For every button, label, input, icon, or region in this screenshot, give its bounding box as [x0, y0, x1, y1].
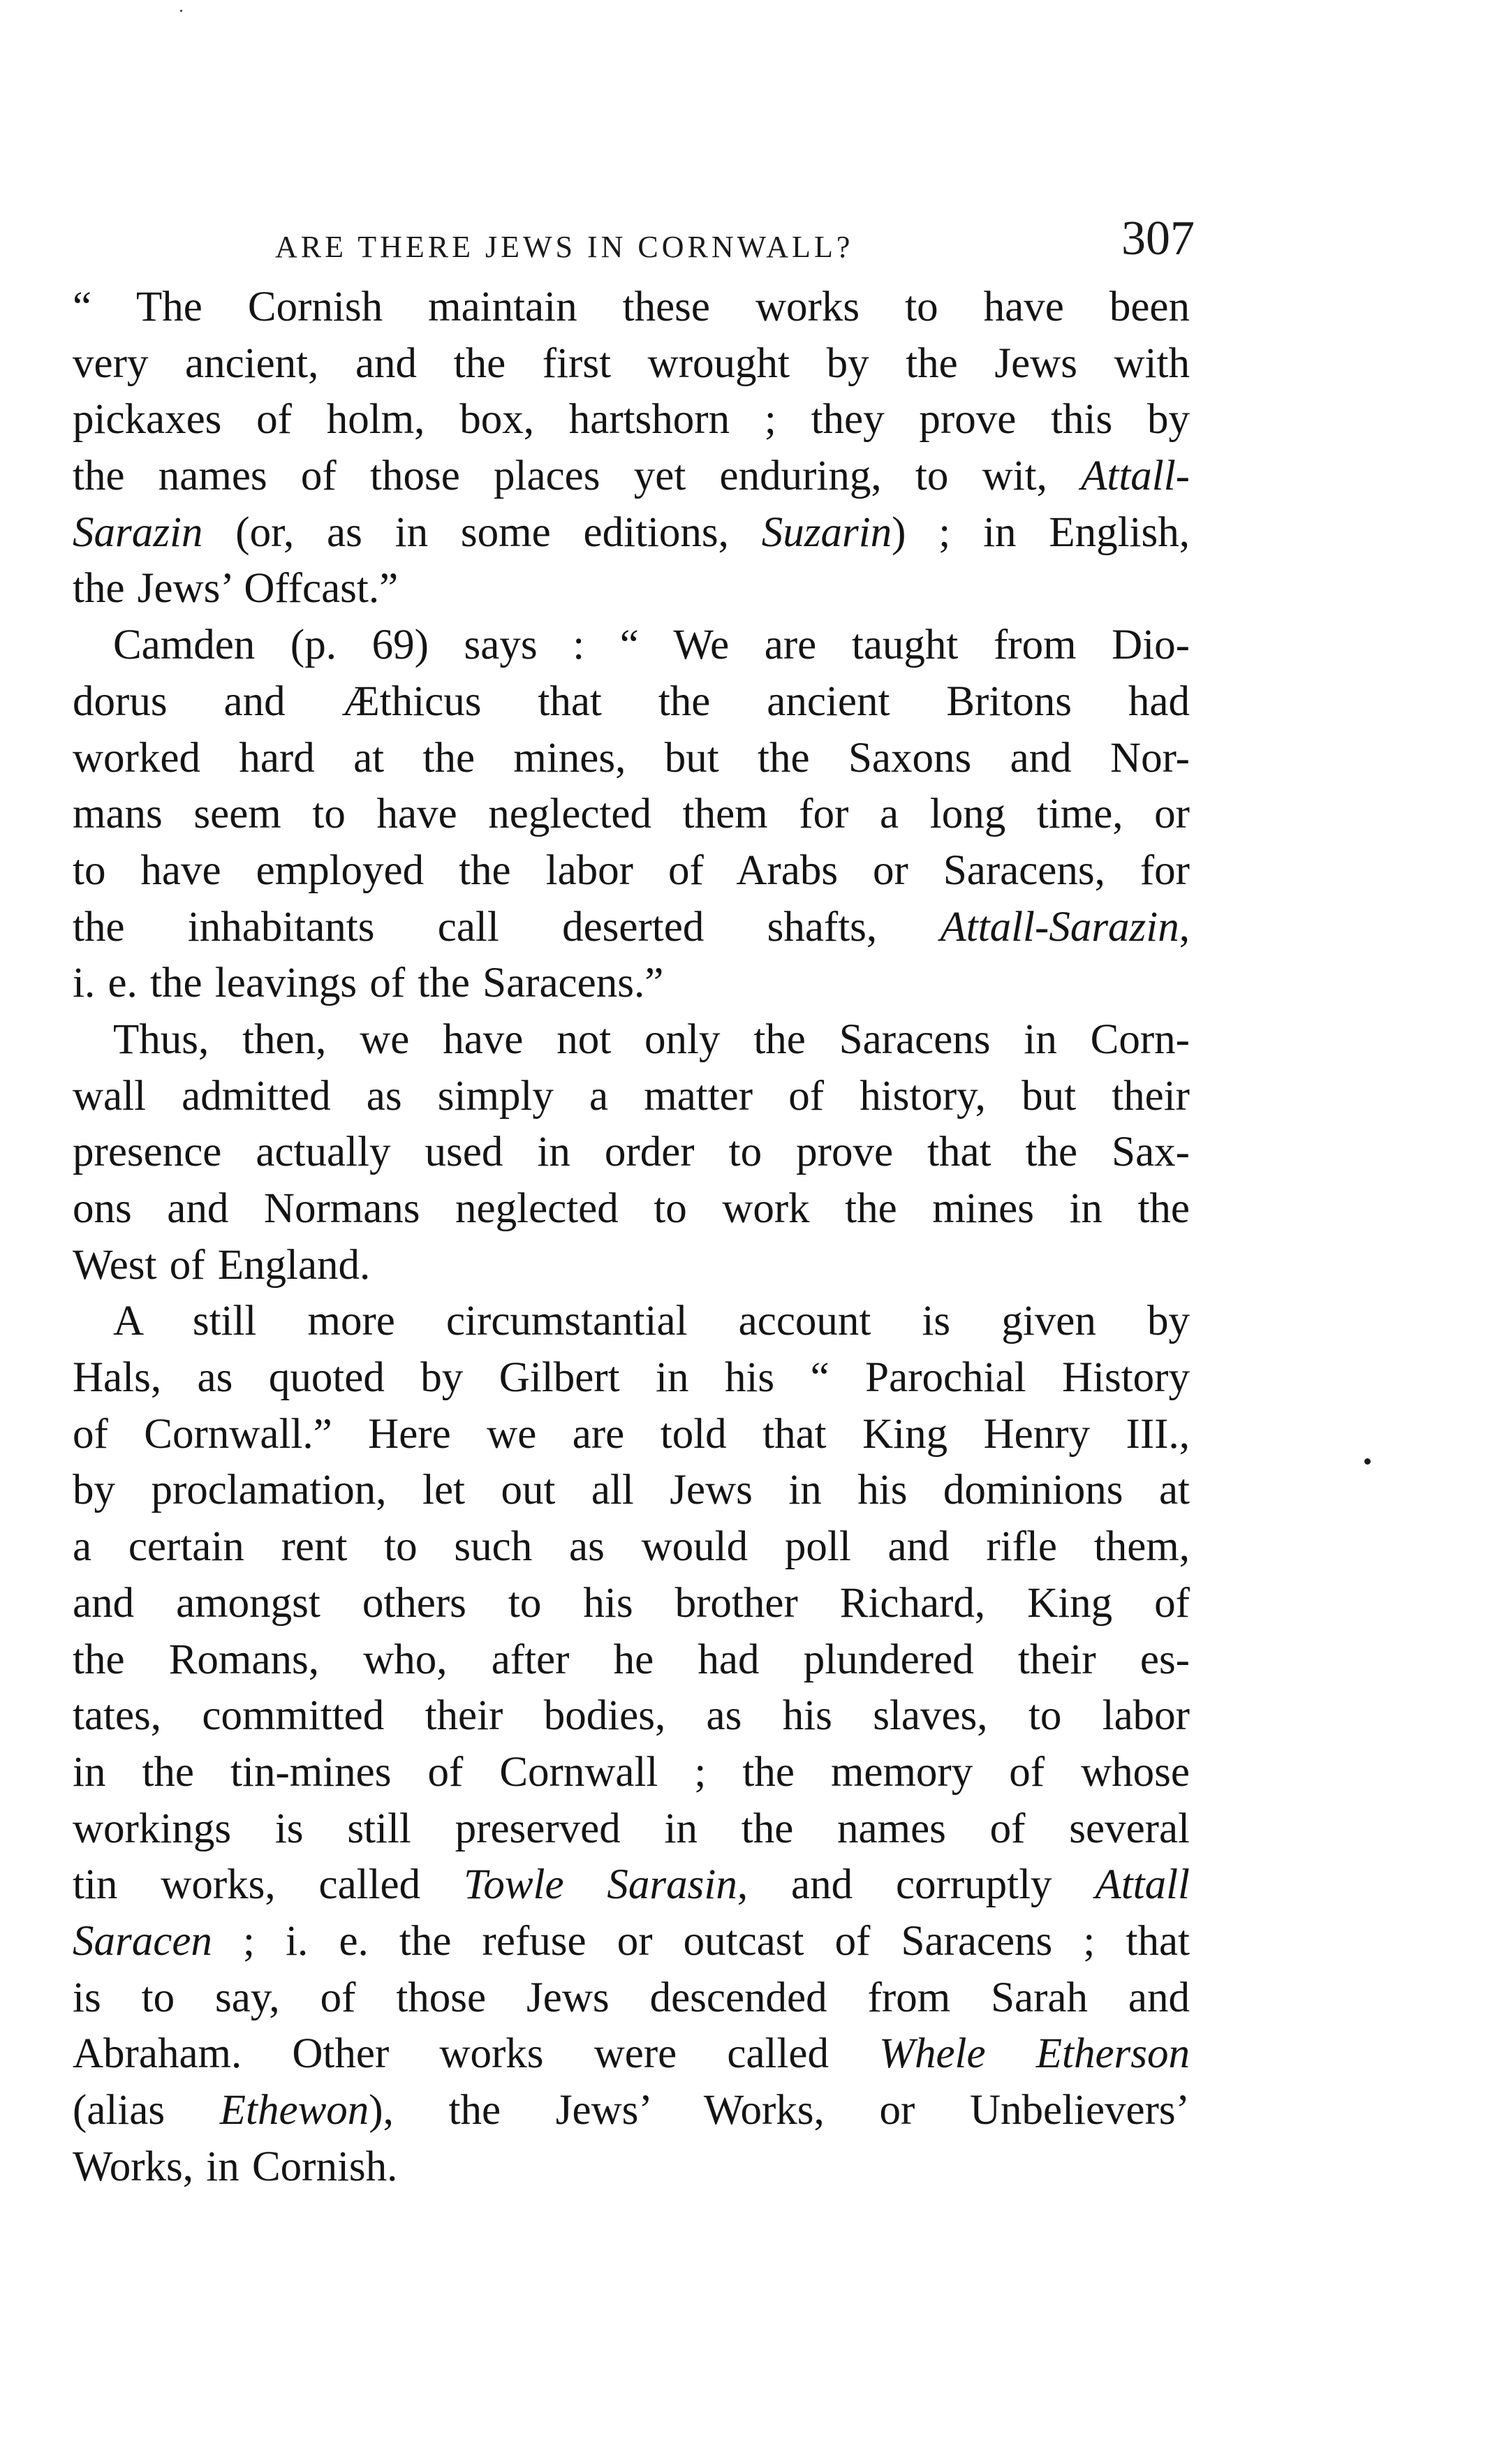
text-line	[73, 1688, 1190, 1745]
text-run: to have employed the labor of Arabs or Saracens, for	[73, 846, 1190, 894]
text-line	[73, 1801, 1190, 1858]
text-run: ), the Jews’ Works, or Unbelievers’	[369, 2087, 1190, 2134]
text-run: Hals, as quoted by Gilbert in his “ Parochial History	[73, 1354, 1190, 1402]
book-page	[73, 203, 1195, 2195]
text-line	[73, 786, 1190, 843]
text-line	[73, 674, 1190, 731]
text-run: ,	[1179, 903, 1190, 951]
text-run: wall admitted as simply a matter of history, but their	[73, 1072, 1190, 1120]
italic-text: Whele Etherson	[879, 2030, 1190, 2078]
italic-text: Sarazin	[73, 508, 203, 556]
text-run: the Romans, who, after he had plundered their es-	[73, 1636, 1190, 1683]
text-line	[73, 1238, 1190, 1294]
running-title: ARE THERE JEWS IN CORNWALL?	[275, 230, 854, 264]
scan-speck	[180, 10, 182, 12]
running-head	[73, 203, 1195, 279]
text-run: dorus and Æthicus that the ancient Britons had	[73, 677, 1190, 725]
italic-text: Attall-Sarazin	[940, 903, 1179, 951]
italic-text: Attall	[1095, 1861, 1190, 1909]
text-line	[73, 1181, 1190, 1238]
text-line	[73, 561, 1190, 617]
italic-text: Towle Sarasin	[464, 1861, 737, 1909]
text-line	[73, 900, 1190, 956]
text-run: mans seem to have neglected them for a long time, or	[73, 791, 1190, 838]
text-run: workings is still preserved in the names of several	[73, 1805, 1190, 1852]
text-line	[73, 336, 1190, 393]
text-run: the names of those places yet enduring, to wit,	[73, 453, 1082, 500]
text-line	[73, 1462, 1190, 1519]
text-line	[73, 505, 1190, 562]
text-line	[73, 2083, 1190, 2139]
text-line	[73, 1914, 1190, 1970]
text-line	[73, 1012, 1190, 1069]
text-run: i. e. the leavings of the Saracens.”	[73, 960, 664, 1007]
text-run: by proclamation, let out all Jews in his dominions at	[73, 1467, 1190, 1514]
text-line	[73, 2139, 1190, 2196]
text-line	[73, 392, 1190, 448]
text-run: in the tin-mines of Cornwall ; the memory of whose	[73, 1748, 1190, 1796]
text-line	[73, 1745, 1190, 1801]
text-run: pickaxes of holm, box, hartshorn ; they prove this by	[73, 396, 1190, 443]
margin-mark	[1364, 1458, 1371, 1465]
text-run: Camden (p. 69) says : “ We are taught from Dio-	[113, 622, 1190, 669]
text-line	[73, 2026, 1190, 2083]
text-line	[73, 1124, 1190, 1181]
text-run: “ The Cornish maintain these works to have been	[73, 284, 1190, 330]
text-line	[73, 1519, 1190, 1576]
text-run: Works, in Cornish.	[73, 2143, 398, 2190]
text-line	[73, 279, 1190, 336]
italic-text: Ethewon	[219, 2087, 369, 2134]
text-run: of Cornwall.” Here we are told that King Henry III.,	[73, 1410, 1190, 1458]
text-run: (alias	[73, 2087, 220, 2134]
body-text	[73, 279, 1190, 2195]
page-number: 307	[1121, 212, 1195, 265]
text-line	[73, 843, 1190, 900]
text-line	[73, 1576, 1190, 1632]
text-line	[73, 448, 1190, 505]
text-line	[73, 1350, 1190, 1407]
text-run: ) ; in English,	[892, 508, 1190, 556]
text-run: Abraham. Other works were called	[73, 2030, 880, 2078]
text-run: worked hard at the mines, but the Saxons and Nor-	[73, 734, 1190, 782]
text-line	[73, 1632, 1190, 1689]
text-line	[73, 1293, 1190, 1350]
text-run: and amongst others to his brother Richard, King of	[73, 1579, 1190, 1627]
text-run: West of England.	[73, 1241, 371, 1289]
italic-text: Attall-	[1081, 453, 1190, 500]
text-line	[73, 955, 1190, 1012]
text-run: the inhabitants call deserted shafts,	[73, 903, 941, 951]
text-run: Thus, then, we have not only the Saracens in Corn-	[113, 1015, 1190, 1063]
text-run: very ancient, and the first wrought by the Jews with	[73, 339, 1190, 387]
text-run: a certain rent to such as would poll and rifle them,	[73, 1523, 1190, 1571]
italic-text: Saracen	[73, 1917, 212, 1965]
text-run: , and corruptly	[737, 1861, 1096, 1909]
text-run: the Jews’ Offcast.”	[73, 565, 399, 613]
text-run: tates, committed their bodies, as his slaves, to labor	[73, 1692, 1190, 1740]
text-line	[73, 1857, 1190, 1914]
text-run: tin works, called	[73, 1861, 464, 1909]
text-line	[73, 1069, 1190, 1125]
text-run: (or, as in some editions,	[202, 508, 762, 556]
text-line	[73, 617, 1190, 674]
text-run: is to say, of those Jews descended from Sarah and	[73, 1974, 1190, 2021]
text-line	[73, 1970, 1190, 2027]
text-run: ; i. e. the refuse or outcast of Saracens ; that	[212, 1917, 1190, 1965]
text-line	[73, 1407, 1190, 1463]
text-run: A still more circumstantial account is given by	[113, 1298, 1190, 1345]
text-run: ons and Normans neglected to work the mines in the	[73, 1185, 1190, 1232]
text-line	[73, 731, 1190, 787]
text-run: presence actually used in order to prove that the Sax-	[73, 1129, 1190, 1176]
italic-text: Suzarin	[761, 508, 892, 556]
